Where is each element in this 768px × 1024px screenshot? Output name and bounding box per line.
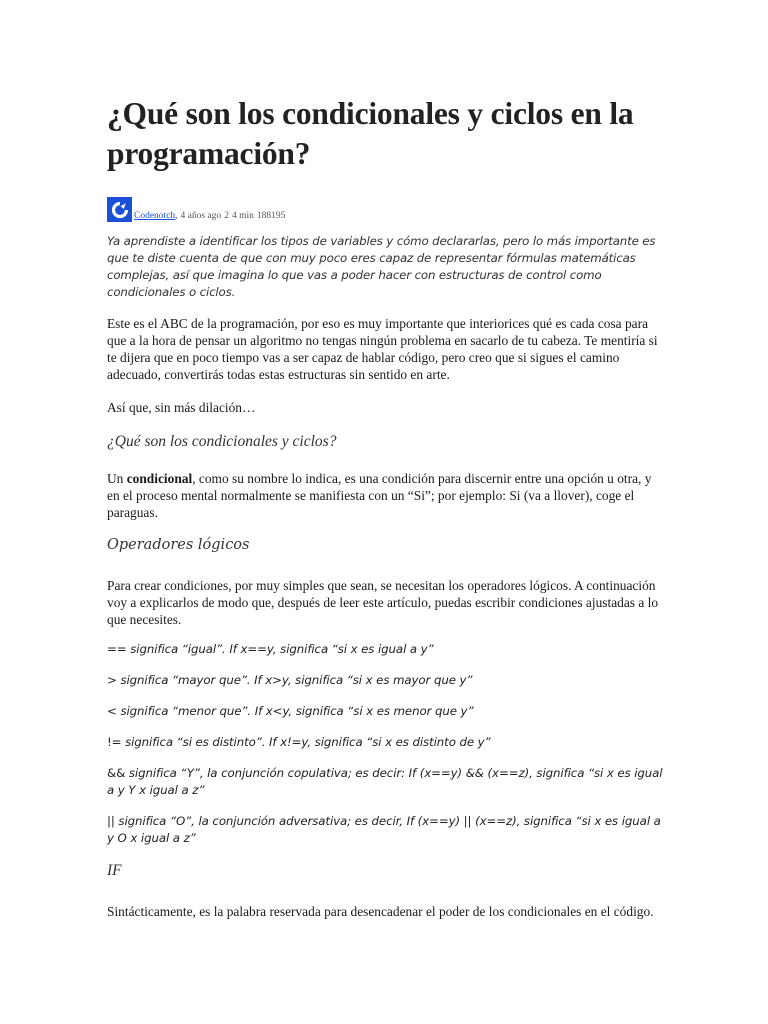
section-heading: ¿Qué son los condicionales y ciclos? (107, 433, 337, 450)
view-count: 188195 (256, 211, 286, 221)
paragraph: Sintácticamente, es la palabra reservada para desencadenar el poder de los condicionales en el código. (107, 904, 654, 919)
codenotch-logo-icon (111, 201, 129, 219)
section-heading: Operadores lógicos (107, 537, 250, 553)
paragraph: Para crear condiciones, por muy simples que sean, se necesitan los operadores lógicos. A continuación voy a explicarlos de modo que, después de leer este artículo, puedas escribir condiciones ajustadas a lo que necesites. (107, 578, 659, 627)
paragraph: Este es el ABC de la programación, por eso es muy importante que interiorices qué es cada cosa para que a la hora de pensar un algoritmo no tengas ningún problema en sacarlo de tu cabeza. Te mentiría si te dijera que en poco tiempo vas a ser capaz de hablar código, pero creo que si sigues el camino adecuado, convertirás todas estas estructuras sin sentido en arte. (107, 316, 658, 382)
operator-line: && significa “Y”, la conjunción copulativa; es decir: If (x==y) && (x==z), significa “si x es igual a y Y x igual a z” (107, 766, 663, 797)
intro-paragraph: Ya aprendiste a identificar los tipos de variables y cómo declararlas, pero lo más importante es que te diste cuenta de que con muy poco eres capaz de representar fórmulas matemáticas complejas, así que imagina lo que vas a poder hacer con estructuras de control como condicionales o ciclos. (107, 234, 656, 299)
paragraph: Un condicional, como su nombre lo indica, es una condición para discernir entre una opción u otra, y en el proceso mental normalmente se manifiesta con un “Si”; por ejemplo: Si (va a llover), coge el paraguas. (107, 471, 652, 520)
section-heading: IF (107, 862, 122, 879)
comment-count: 2 (224, 211, 229, 221)
operator-line: < significa “menor que”. If x<y, significa “si x es menor que y” (107, 704, 474, 718)
author-link[interactable]: Codenotch (134, 211, 176, 221)
published-date: 4 años ago (180, 211, 222, 221)
operator-line: != significa “si es distinto”. If x!=y, significa “si x es distinto de y” (107, 735, 491, 749)
paragraph: Así que, sin más dilación… (107, 400, 256, 415)
bold-term: condicional (126, 471, 193, 486)
article-title: ¿Qué son los condicionales y ciclos en la programación? (107, 96, 634, 171)
operator-line: == significa “igual”. If x==y, significa “si x es igual a y” (107, 642, 434, 656)
operator-line: || significa “O”, la conjunción adversativa; es decir, If (x==y) || (x==z), significa “si x es igual a y O x igual a z” (107, 814, 661, 845)
author-avatar[interactable] (107, 197, 132, 222)
operator-line: > significa “mayor que”. If x>y, significa “si x es mayor que y” (107, 673, 473, 687)
read-time: 4 min (231, 211, 254, 221)
article-meta: Codenotch , 4 años ago 2 4 min 188195 (107, 194, 667, 222)
article (107, 94, 667, 920)
